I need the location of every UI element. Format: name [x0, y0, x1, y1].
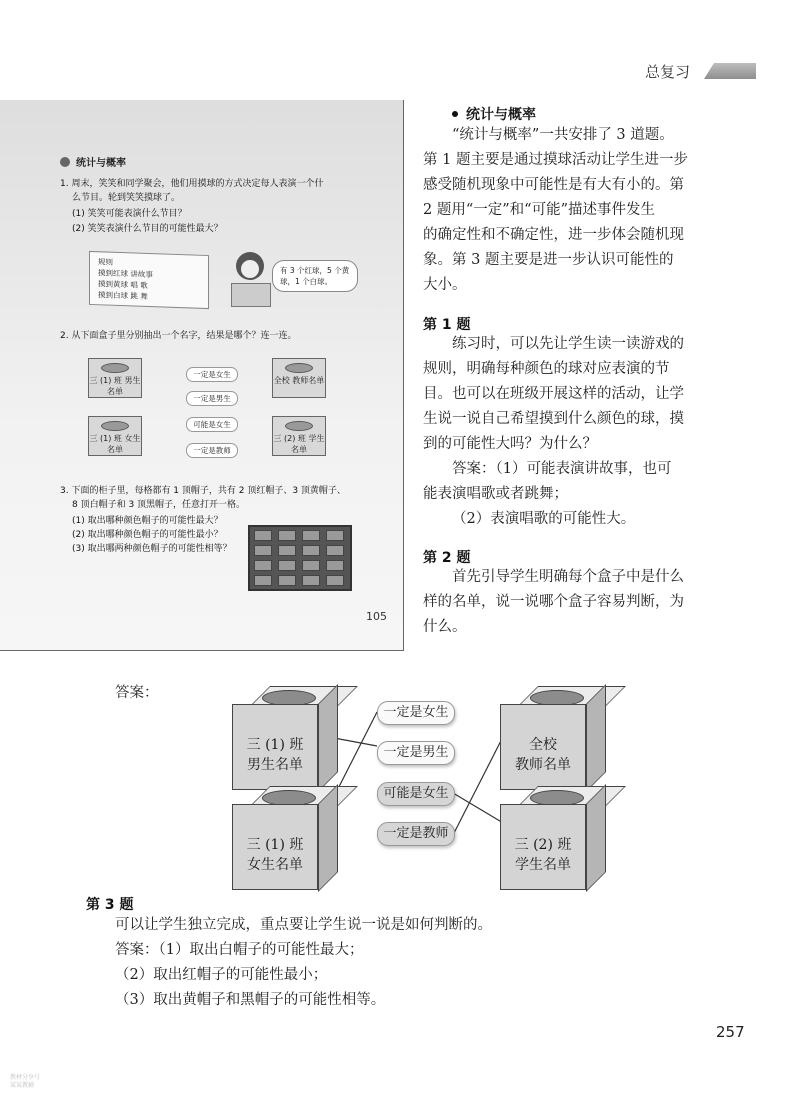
answer-pill-definitely-girl: 一定是女生 — [377, 701, 455, 725]
inset-q3-line1: 3. 下面的柜子里，每格都有 1 顶帽子，共有 2 顶红帽子、3 顶黄帽子、 — [60, 486, 346, 496]
inset-section-title: 统计与概率 — [60, 154, 126, 169]
inset-q2-text: 2. 从下面盒子里分别抽出一个名字，结果是哪个？连一连。 — [60, 331, 297, 341]
intro-line-7: 大小。 — [423, 277, 467, 293]
inset-pill-3: 可能是女生 — [186, 417, 238, 432]
right-section-heading: 统计与概率 — [452, 104, 536, 124]
t2-line-3: 什么。 — [423, 619, 467, 635]
rules-title: 规则 — [98, 257, 113, 267]
box3-line2: 教师名单 — [515, 757, 571, 773]
answer-pill-definitely-boy: 一定是男生 — [377, 741, 455, 765]
t2-line-1: 首先引导学生明确每个盒子中是什么 — [452, 569, 684, 585]
inset-q3-sub3: (3) 取出哪两种颜色帽子的可能性相等？ — [72, 544, 232, 554]
t1-line-2: 规则，明确每种颜色的球对应表演的节 — [423, 361, 670, 377]
textbook-page-excerpt — [0, 100, 404, 651]
hat-cabinet-illustration — [248, 525, 352, 591]
inset-box-class1-girls: 三 (1) 班 女生名单 — [88, 416, 142, 456]
t1-line-5: 到的可能性大吗？为什么？ — [423, 436, 597, 452]
inset-q1-sub1: (1) 笑笑可能表演什么节目？ — [72, 209, 187, 219]
intro-line-5: 的确定性和不确定性，进一步体会随机现 — [423, 227, 684, 243]
inset-pill-4: 一定是教师 — [186, 443, 238, 458]
t1-line-7: 能表演唱歌或者跳舞； — [423, 486, 568, 502]
inset-pill-1: 一定是女生 — [186, 367, 238, 382]
intro-line-4: 2 题用“一定”和“可能”描述事件发生 — [423, 202, 655, 218]
box2-line1: 三 (1) 班 — [246, 837, 304, 853]
rule-yellow: 摸到黄球 唱 歌 — [98, 279, 148, 290]
rules-sheet — [89, 251, 209, 309]
inset-box-class1-boys: 三 (1) 班 男生名单 — [88, 358, 142, 398]
t3-line-1: 可以让学生独立完成，重点要让学生说一说是如何判断的。 — [115, 917, 492, 933]
running-header-title: 总复习 — [645, 63, 691, 81]
inset-q3-line2: 8 顶白帽子和 3 顶黑帽子，任意打开一格。 — [72, 500, 246, 510]
t3-line-3: （2）取出红帽子的可能性最小； — [115, 967, 328, 983]
rule-red: 摸到红球 讲故事 — [98, 268, 153, 280]
watermark-line2: 某某教辅 — [10, 1082, 35, 1089]
inset-box-teachers: 全校 教师名单 — [272, 358, 326, 398]
t1-line-1: 练习时，可以先让学生读一读游戏的 — [452, 336, 684, 352]
inset-q1-sub2: (2) 笑笑表演什么节目的可能性最大？ — [72, 224, 223, 234]
box4-line1: 三 (2) 班 — [514, 837, 572, 853]
t3-line-2: 答案：（1）取出白帽子的可能性最大； — [115, 942, 364, 958]
t2-line-2: 样的名单，说一说哪个盒子容易判断，为 — [423, 594, 684, 610]
inset-pill-2: 一定是男生 — [186, 391, 238, 406]
answer-label: 答案： — [115, 685, 159, 701]
inset-q3-sub2: (2) 取出哪种颜色帽子的可能性最小？ — [72, 530, 223, 540]
answer-pill-definitely-teacher: 一定是教师 — [377, 822, 455, 846]
inset-q3-sub1: (1) 取出哪种颜色帽子的可能性最大？ — [72, 516, 223, 526]
intro-line-1: “统计与概率”一共安排了 3 道题。 — [452, 127, 674, 143]
intro-line-6: 象。第 3 题主要是进一步认识可能性的 — [423, 252, 674, 268]
box4-line2: 学生名单 — [515, 857, 571, 873]
inset-page-number: 105 — [366, 610, 387, 623]
watermark-line1: 教材分享号 — [10, 1074, 41, 1081]
speech-bubble: 有 3 个红球，5 个黄球，1 个白球。 — [272, 260, 358, 292]
box1-line1: 三 (1) 班 — [246, 737, 304, 753]
header-tab-decoration — [704, 63, 756, 79]
t1-line-3: 目。也可以在班级开展这样的活动，让学 — [423, 386, 684, 402]
rule-white: 摸到白球 跳 舞 — [98, 290, 148, 301]
inset-q1-line1: 1. 周末，笑笑和同学聚会，他们用摸球的方式决定每人表演一个什 — [60, 179, 324, 189]
answer-box-teachers — [500, 704, 586, 790]
box3-line1: 全校 — [529, 737, 557, 753]
intro-line-3: 感受随机现象中可能性是有大有小的。第 — [423, 177, 684, 193]
girl-face-illustration — [241, 260, 259, 278]
intro-line-2: 第 1 题主要是通过摸球活动让学生进一步 — [423, 152, 688, 168]
watermark — [10, 1074, 40, 1090]
t3-line-4: （3）取出黄帽子和黑帽子的可能性相等。 — [115, 992, 386, 1008]
answer-box-class1-girls — [232, 804, 318, 890]
inset-box-class2: 三 (2) 班 学生名单 — [272, 416, 326, 456]
box2-line2: 女生名单 — [247, 857, 303, 873]
inset-q1-line2: 么节目。轮到笑笑摸球了。 — [72, 193, 181, 203]
t1-line-4: 生说一说自己希望摸到什么颜色的球，摸 — [423, 411, 684, 427]
answer-box-class2 — [500, 804, 586, 890]
answer-pill-maybe-girl: 可能是女生 — [377, 782, 455, 806]
desk-illustration — [231, 283, 271, 307]
box1-line2: 男生名单 — [247, 757, 303, 773]
topic-2-title: 第 2 题 — [423, 550, 471, 566]
t1-line-6: 答案：（1）可能表演讲故事，也可 — [452, 461, 672, 477]
page-number: 257 — [716, 1023, 745, 1041]
answer-box-class1-boys — [232, 704, 318, 790]
topic-1-title: 第 1 题 — [423, 317, 471, 333]
topic-3-title: 第 3 题 — [86, 897, 134, 913]
t1-line-8: （2）表演唱歌的可能性大。 — [452, 511, 636, 527]
